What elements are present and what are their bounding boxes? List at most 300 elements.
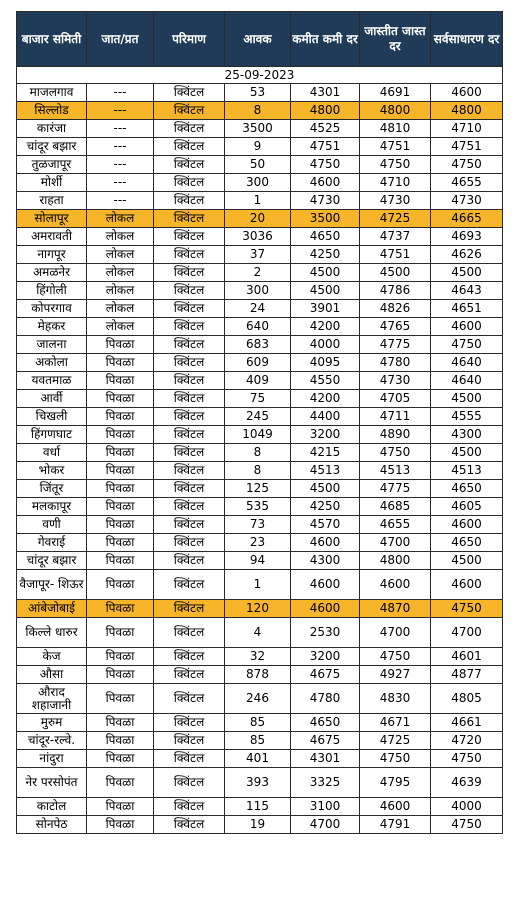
max-price-cell: 4795 bbox=[360, 768, 431, 798]
arrival-cell: 73 bbox=[225, 516, 291, 534]
arrival-cell: 1 bbox=[225, 570, 291, 600]
modal-price-cell: 4639 bbox=[431, 768, 503, 798]
min-price-cell: 4751 bbox=[291, 138, 360, 156]
max-price-cell: 4751 bbox=[360, 138, 431, 156]
unit-cell: क्विंटल bbox=[154, 534, 225, 552]
arrival-cell: 120 bbox=[225, 600, 291, 618]
market-cell: जालना bbox=[17, 336, 87, 354]
variety-cell: पिवळा bbox=[87, 618, 154, 648]
variety-cell: --- bbox=[87, 156, 154, 174]
min-price-cell: 4700 bbox=[291, 816, 360, 834]
min-price-cell: 4550 bbox=[291, 372, 360, 390]
market-cell: हिंगणघाट bbox=[17, 426, 87, 444]
table-row bbox=[17, 174, 503, 192]
arrival-cell: 32 bbox=[225, 648, 291, 666]
unit-cell: क्विंटल bbox=[154, 714, 225, 732]
min-price-cell: 4570 bbox=[291, 516, 360, 534]
arrival-cell: 1 bbox=[225, 192, 291, 210]
arrival-cell: 8 bbox=[225, 444, 291, 462]
table-row bbox=[17, 318, 503, 336]
variety-cell: लोकल bbox=[87, 210, 154, 228]
market-cell: माजलगाव bbox=[17, 84, 87, 102]
market-cell: कोपरगाव bbox=[17, 300, 87, 318]
min-price-cell: 3901 bbox=[291, 300, 360, 318]
min-price-cell: 4400 bbox=[291, 408, 360, 426]
unit-cell: क्विंटल bbox=[154, 246, 225, 264]
variety-cell: पिवळा bbox=[87, 390, 154, 408]
variety-cell: लोकल bbox=[87, 228, 154, 246]
min-price-cell: 4600 bbox=[291, 570, 360, 600]
max-price-cell: 4750 bbox=[360, 444, 431, 462]
min-price-cell: 4780 bbox=[291, 684, 360, 714]
max-price-cell: 4685 bbox=[360, 498, 431, 516]
max-price-cell: 4780 bbox=[360, 354, 431, 372]
min-price-cell: 4525 bbox=[291, 120, 360, 138]
arrival-cell: 2 bbox=[225, 264, 291, 282]
modal-price-cell: 4693 bbox=[431, 228, 503, 246]
header-max-price: जास्तीत जास्त दर bbox=[360, 12, 431, 67]
unit-cell: क्विंटल bbox=[154, 666, 225, 684]
market-cell: जिंतूर bbox=[17, 480, 87, 498]
arrival-cell: 53 bbox=[225, 84, 291, 102]
modal-price-cell: 4750 bbox=[431, 750, 503, 768]
max-price-cell: 4775 bbox=[360, 480, 431, 498]
modal-price-cell: 4600 bbox=[431, 318, 503, 336]
unit-cell: क्विंटल bbox=[154, 390, 225, 408]
market-cell: राहता bbox=[17, 192, 87, 210]
table-row bbox=[17, 138, 503, 156]
variety-cell: पिवळा bbox=[87, 354, 154, 372]
variety-cell: पिवळा bbox=[87, 768, 154, 798]
market-cell: सोनपेठ bbox=[17, 816, 87, 834]
variety-cell: पिवळा bbox=[87, 732, 154, 750]
max-price-cell: 4725 bbox=[360, 732, 431, 750]
min-price-cell: 4500 bbox=[291, 282, 360, 300]
max-price-cell: 4750 bbox=[360, 648, 431, 666]
market-cell: चांदूर बझार bbox=[17, 138, 87, 156]
table-row bbox=[17, 228, 503, 246]
variety-cell: लोकल bbox=[87, 300, 154, 318]
market-cell: नागपूर bbox=[17, 246, 87, 264]
market-cell: मुरुम bbox=[17, 714, 87, 732]
market-cell: चिखली bbox=[17, 408, 87, 426]
unit-cell: क्विंटल bbox=[154, 210, 225, 228]
modal-price-cell: 4600 bbox=[431, 516, 503, 534]
arrival-cell: 8 bbox=[225, 462, 291, 480]
max-price-cell: 4751 bbox=[360, 246, 431, 264]
max-price-cell: 4655 bbox=[360, 516, 431, 534]
modal-price-cell: 4730 bbox=[431, 192, 503, 210]
unit-cell: क्विंटल bbox=[154, 798, 225, 816]
modal-price-cell: 4500 bbox=[431, 390, 503, 408]
arrival-cell: 1049 bbox=[225, 426, 291, 444]
market-cell: औराद शहाजानी bbox=[17, 684, 87, 714]
table-row bbox=[17, 516, 503, 534]
modal-price-cell: 4661 bbox=[431, 714, 503, 732]
max-price-cell: 4826 bbox=[360, 300, 431, 318]
arrival-cell: 75 bbox=[225, 390, 291, 408]
min-price-cell: 4200 bbox=[291, 318, 360, 336]
variety-cell: पिवळा bbox=[87, 798, 154, 816]
min-price-cell: 3500 bbox=[291, 210, 360, 228]
unit-cell: क्विंटल bbox=[154, 462, 225, 480]
arrival-cell: 300 bbox=[225, 174, 291, 192]
arrival-cell: 640 bbox=[225, 318, 291, 336]
table-row bbox=[17, 102, 503, 120]
min-price-cell: 4500 bbox=[291, 480, 360, 498]
unit-cell: क्विंटल bbox=[154, 372, 225, 390]
min-price-cell: 3200 bbox=[291, 648, 360, 666]
variety-cell: पिवळा bbox=[87, 444, 154, 462]
arrival-cell: 609 bbox=[225, 354, 291, 372]
variety-cell: लोकल bbox=[87, 282, 154, 300]
modal-price-cell: 4650 bbox=[431, 480, 503, 498]
variety-cell: पिवळा bbox=[87, 552, 154, 570]
max-price-cell: 4737 bbox=[360, 228, 431, 246]
modal-price-cell: 4601 bbox=[431, 648, 503, 666]
table-row bbox=[17, 192, 503, 210]
table-row bbox=[17, 768, 503, 798]
market-cell: भोकर bbox=[17, 462, 87, 480]
modal-price-cell: 4651 bbox=[431, 300, 503, 318]
max-price-cell: 4711 bbox=[360, 408, 431, 426]
modal-price-cell: 4655 bbox=[431, 174, 503, 192]
unit-cell: क्विंटल bbox=[154, 192, 225, 210]
table-row bbox=[17, 534, 503, 552]
table-row bbox=[17, 426, 503, 444]
max-price-cell: 4730 bbox=[360, 372, 431, 390]
market-cell: चांदूर बझार bbox=[17, 552, 87, 570]
variety-cell: पिवळा bbox=[87, 600, 154, 618]
modal-price-cell: 4500 bbox=[431, 552, 503, 570]
variety-cell: पिवळा bbox=[87, 534, 154, 552]
modal-price-cell: 4513 bbox=[431, 462, 503, 480]
table-row bbox=[17, 300, 503, 318]
max-price-cell: 4870 bbox=[360, 600, 431, 618]
max-price-cell: 4775 bbox=[360, 336, 431, 354]
table-row bbox=[17, 666, 503, 684]
unit-cell: क्विंटल bbox=[154, 444, 225, 462]
price-table-container bbox=[16, 11, 502, 834]
table-row bbox=[17, 354, 503, 372]
variety-cell: पिवळा bbox=[87, 336, 154, 354]
arrival-cell: 535 bbox=[225, 498, 291, 516]
header-modal-price: सर्वसाधारण दर bbox=[431, 12, 503, 67]
max-price-cell: 4750 bbox=[360, 156, 431, 174]
unit-cell: क्विंटल bbox=[154, 102, 225, 120]
arrival-cell: 85 bbox=[225, 732, 291, 750]
modal-price-cell: 4640 bbox=[431, 354, 503, 372]
market-cell: अकोला bbox=[17, 354, 87, 372]
market-price-table bbox=[16, 11, 503, 834]
unit-cell: क्विंटल bbox=[154, 618, 225, 648]
table-row bbox=[17, 246, 503, 264]
unit-cell: क्विंटल bbox=[154, 228, 225, 246]
report-date: 25-09-2023 bbox=[17, 67, 503, 84]
max-price-cell: 4600 bbox=[360, 798, 431, 816]
unit-cell: क्विंटल bbox=[154, 480, 225, 498]
min-price-cell: 4675 bbox=[291, 666, 360, 684]
unit-cell: क्विंटल bbox=[154, 600, 225, 618]
max-price-cell: 4513 bbox=[360, 462, 431, 480]
min-price-cell: 4650 bbox=[291, 228, 360, 246]
market-cell: काटोल bbox=[17, 798, 87, 816]
table-row bbox=[17, 336, 503, 354]
unit-cell: क्विंटल bbox=[154, 264, 225, 282]
min-price-cell: 4000 bbox=[291, 336, 360, 354]
table-row bbox=[17, 120, 503, 138]
variety-cell: पिवळा bbox=[87, 480, 154, 498]
modal-price-cell: 4877 bbox=[431, 666, 503, 684]
header-min-price: कमीत कमी दर bbox=[291, 12, 360, 67]
arrival-cell: 300 bbox=[225, 282, 291, 300]
market-cell: मोर्शी bbox=[17, 174, 87, 192]
min-price-cell: 4675 bbox=[291, 732, 360, 750]
arrival-cell: 24 bbox=[225, 300, 291, 318]
modal-price-cell: 4600 bbox=[431, 84, 503, 102]
table-row bbox=[17, 408, 503, 426]
min-price-cell: 4200 bbox=[291, 390, 360, 408]
table-row bbox=[17, 750, 503, 768]
variety-cell: पिवळा bbox=[87, 498, 154, 516]
max-price-cell: 4750 bbox=[360, 750, 431, 768]
variety-cell: पिवळा bbox=[87, 516, 154, 534]
arrival-cell: 683 bbox=[225, 336, 291, 354]
arrival-cell: 85 bbox=[225, 714, 291, 732]
table-row bbox=[17, 480, 503, 498]
table-row bbox=[17, 570, 503, 600]
unit-cell: क्विंटल bbox=[154, 318, 225, 336]
header-row bbox=[17, 12, 503, 67]
unit-cell: क्विंटल bbox=[154, 120, 225, 138]
arrival-cell: 50 bbox=[225, 156, 291, 174]
unit-cell: क्विंटल bbox=[154, 174, 225, 192]
arrival-cell: 9 bbox=[225, 138, 291, 156]
min-price-cell: 4650 bbox=[291, 714, 360, 732]
table-row bbox=[17, 282, 503, 300]
variety-cell: --- bbox=[87, 192, 154, 210]
market-cell: मलकापूर bbox=[17, 498, 87, 516]
max-price-cell: 4830 bbox=[360, 684, 431, 714]
date-row bbox=[17, 67, 503, 84]
market-cell: अमळनेर bbox=[17, 264, 87, 282]
variety-cell: पिवळा bbox=[87, 648, 154, 666]
modal-price-cell: 4800 bbox=[431, 102, 503, 120]
arrival-cell: 4 bbox=[225, 618, 291, 648]
modal-price-cell: 4751 bbox=[431, 138, 503, 156]
min-price-cell: 4600 bbox=[291, 600, 360, 618]
variety-cell: पिवळा bbox=[87, 816, 154, 834]
header-unit: परिमाण bbox=[154, 12, 225, 67]
max-price-cell: 4890 bbox=[360, 426, 431, 444]
arrival-cell: 3500 bbox=[225, 120, 291, 138]
variety-cell: पिवळा bbox=[87, 666, 154, 684]
modal-price-cell: 4643 bbox=[431, 282, 503, 300]
table-row bbox=[17, 444, 503, 462]
market-cell: गेवराई bbox=[17, 534, 87, 552]
variety-cell: पिवळा bbox=[87, 408, 154, 426]
arrival-cell: 409 bbox=[225, 372, 291, 390]
market-cell: चांदूर-रल्वे. bbox=[17, 732, 87, 750]
market-cell: औसा bbox=[17, 666, 87, 684]
unit-cell: क्विंटल bbox=[154, 84, 225, 102]
modal-price-cell: 4750 bbox=[431, 816, 503, 834]
max-price-cell: 4725 bbox=[360, 210, 431, 228]
arrival-cell: 878 bbox=[225, 666, 291, 684]
table-row bbox=[17, 84, 503, 102]
arrival-cell: 8 bbox=[225, 102, 291, 120]
min-price-cell: 3325 bbox=[291, 768, 360, 798]
unit-cell: क्विंटल bbox=[154, 282, 225, 300]
min-price-cell: 2530 bbox=[291, 618, 360, 648]
market-cell: वणी bbox=[17, 516, 87, 534]
max-price-cell: 4810 bbox=[360, 120, 431, 138]
modal-price-cell: 4650 bbox=[431, 534, 503, 552]
max-price-cell: 4791 bbox=[360, 816, 431, 834]
min-price-cell: 4730 bbox=[291, 192, 360, 210]
variety-cell: पिवळा bbox=[87, 570, 154, 600]
unit-cell: क्विंटल bbox=[154, 570, 225, 600]
modal-price-cell: 4710 bbox=[431, 120, 503, 138]
table-row bbox=[17, 600, 503, 618]
arrival-cell: 19 bbox=[225, 816, 291, 834]
modal-price-cell: 4720 bbox=[431, 732, 503, 750]
market-cell: हिंगोली bbox=[17, 282, 87, 300]
table-row bbox=[17, 648, 503, 666]
min-price-cell: 4600 bbox=[291, 174, 360, 192]
arrival-cell: 23 bbox=[225, 534, 291, 552]
modal-price-cell: 4555 bbox=[431, 408, 503, 426]
unit-cell: क्विंटल bbox=[154, 354, 225, 372]
variety-cell: पिवळा bbox=[87, 684, 154, 714]
table-row bbox=[17, 816, 503, 834]
arrival-cell: 401 bbox=[225, 750, 291, 768]
variety-cell: लोकल bbox=[87, 246, 154, 264]
arrival-cell: 3036 bbox=[225, 228, 291, 246]
max-price-cell: 4786 bbox=[360, 282, 431, 300]
min-price-cell: 4250 bbox=[291, 246, 360, 264]
market-cell: नेर परसोपंत bbox=[17, 768, 87, 798]
unit-cell: क्विंटल bbox=[154, 516, 225, 534]
variety-cell: लोकल bbox=[87, 264, 154, 282]
variety-cell: --- bbox=[87, 102, 154, 120]
market-cell: सोलापूर bbox=[17, 210, 87, 228]
modal-price-cell: 4750 bbox=[431, 336, 503, 354]
max-price-cell: 4700 bbox=[360, 534, 431, 552]
unit-cell: क्विंटल bbox=[154, 750, 225, 768]
market-cell: केज bbox=[17, 648, 87, 666]
arrival-cell: 94 bbox=[225, 552, 291, 570]
variety-cell: पिवळा bbox=[87, 372, 154, 390]
modal-price-cell: 4700 bbox=[431, 618, 503, 648]
table-row bbox=[17, 732, 503, 750]
arrival-cell: 245 bbox=[225, 408, 291, 426]
modal-price-cell: 4750 bbox=[431, 156, 503, 174]
min-price-cell: 4750 bbox=[291, 156, 360, 174]
arrival-cell: 125 bbox=[225, 480, 291, 498]
market-cell: अमरावती bbox=[17, 228, 87, 246]
table-row bbox=[17, 714, 503, 732]
min-price-cell: 4513 bbox=[291, 462, 360, 480]
unit-cell: क्विंटल bbox=[154, 768, 225, 798]
max-price-cell: 4765 bbox=[360, 318, 431, 336]
market-cell: आंबेजोबाई bbox=[17, 600, 87, 618]
variety-cell: --- bbox=[87, 120, 154, 138]
unit-cell: क्विंटल bbox=[154, 648, 225, 666]
unit-cell: क्विंटल bbox=[154, 816, 225, 834]
modal-price-cell: 4665 bbox=[431, 210, 503, 228]
max-price-cell: 4800 bbox=[360, 552, 431, 570]
table-row bbox=[17, 156, 503, 174]
min-price-cell: 4500 bbox=[291, 264, 360, 282]
min-price-cell: 4095 bbox=[291, 354, 360, 372]
header-arrival: आवक bbox=[225, 12, 291, 67]
market-cell: कारंजा bbox=[17, 120, 87, 138]
market-cell: वैजापूर- शिऊर bbox=[17, 570, 87, 600]
variety-cell: --- bbox=[87, 174, 154, 192]
arrival-cell: 37 bbox=[225, 246, 291, 264]
max-price-cell: 4710 bbox=[360, 174, 431, 192]
min-price-cell: 4250 bbox=[291, 498, 360, 516]
min-price-cell: 4800 bbox=[291, 102, 360, 120]
table-row bbox=[17, 264, 503, 282]
min-price-cell: 3100 bbox=[291, 798, 360, 816]
table-row bbox=[17, 390, 503, 408]
modal-price-cell: 4500 bbox=[431, 444, 503, 462]
table-row bbox=[17, 498, 503, 516]
unit-cell: क्विंटल bbox=[154, 498, 225, 516]
table-row bbox=[17, 684, 503, 714]
min-price-cell: 4301 bbox=[291, 84, 360, 102]
unit-cell: क्विंटल bbox=[154, 732, 225, 750]
max-price-cell: 4500 bbox=[360, 264, 431, 282]
max-price-cell: 4691 bbox=[360, 84, 431, 102]
variety-cell: पिवळा bbox=[87, 750, 154, 768]
market-cell: किल्ले धारुर bbox=[17, 618, 87, 648]
unit-cell: क्विंटल bbox=[154, 156, 225, 174]
modal-price-cell: 4500 bbox=[431, 264, 503, 282]
variety-cell: पिवळा bbox=[87, 426, 154, 444]
min-price-cell: 4215 bbox=[291, 444, 360, 462]
unit-cell: क्विंटल bbox=[154, 552, 225, 570]
market-cell: आर्वी bbox=[17, 390, 87, 408]
variety-cell: पिवळा bbox=[87, 714, 154, 732]
max-price-cell: 4927 bbox=[360, 666, 431, 684]
modal-price-cell: 4640 bbox=[431, 372, 503, 390]
table-row bbox=[17, 462, 503, 480]
min-price-cell: 4600 bbox=[291, 534, 360, 552]
modal-price-cell: 4750 bbox=[431, 600, 503, 618]
variety-cell: लोकल bbox=[87, 318, 154, 336]
variety-cell: पिवळा bbox=[87, 462, 154, 480]
unit-cell: क्विंटल bbox=[154, 336, 225, 354]
max-price-cell: 4600 bbox=[360, 570, 431, 600]
market-cell: यवतमाळ bbox=[17, 372, 87, 390]
max-price-cell: 4705 bbox=[360, 390, 431, 408]
min-price-cell: 3200 bbox=[291, 426, 360, 444]
arrival-cell: 246 bbox=[225, 684, 291, 714]
max-price-cell: 4671 bbox=[360, 714, 431, 732]
modal-price-cell: 4000 bbox=[431, 798, 503, 816]
variety-cell: --- bbox=[87, 84, 154, 102]
modal-price-cell: 4605 bbox=[431, 498, 503, 516]
max-price-cell: 4700 bbox=[360, 618, 431, 648]
variety-cell: --- bbox=[87, 138, 154, 156]
header-market: बाजार समिती bbox=[17, 12, 87, 67]
table-row bbox=[17, 552, 503, 570]
max-price-cell: 4800 bbox=[360, 102, 431, 120]
unit-cell: क्विंटल bbox=[154, 138, 225, 156]
